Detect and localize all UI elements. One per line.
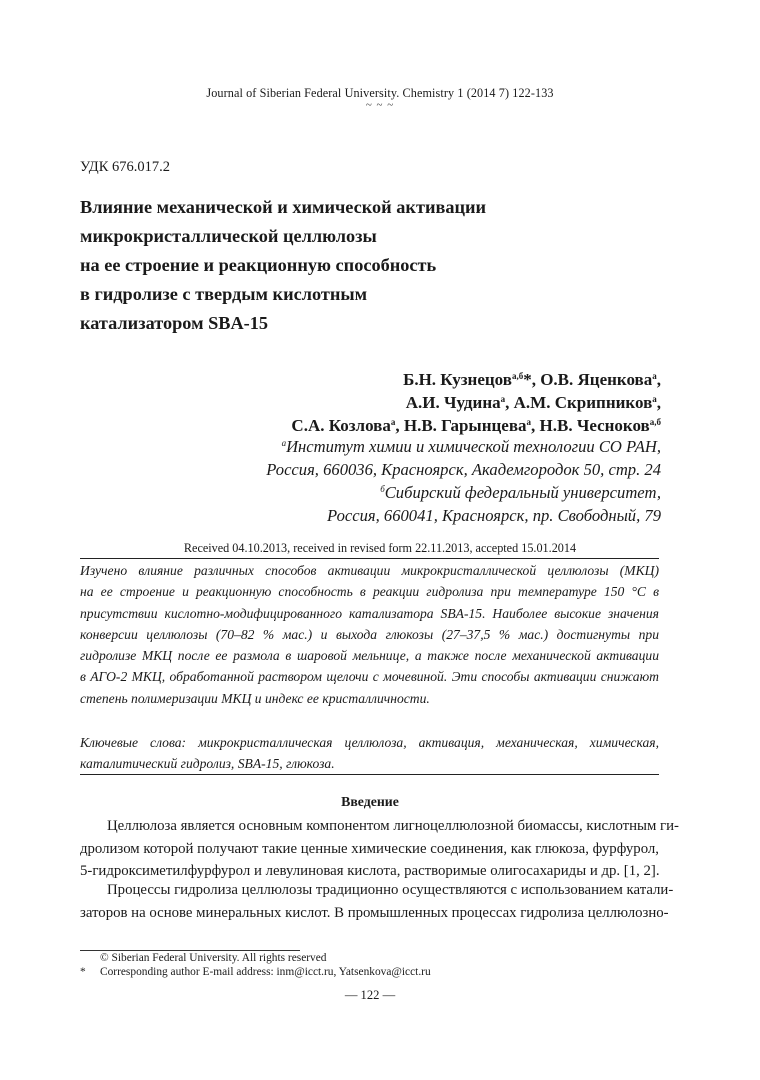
- abstract-line: степень полимеризации МКЦ и индекс ее кристалличности.: [80, 690, 430, 706]
- abstract-line: присутствии кислотно-модифицированного катализатора SBA-15. Наиболее высокие значения: [80, 605, 659, 621]
- paragraph-line: Целлюлоза является основным компонентом лигноцеллюлозной биомассы, кислотным ги-: [107, 818, 679, 834]
- abstract-top-rule: [80, 558, 659, 559]
- keywords-line: Ключевые слова: микрокристаллическая целлюлоза, активация, механическая, химическая,: [80, 735, 659, 750]
- author-list: [291, 368, 661, 437]
- affiliation-mark: а: [281, 438, 287, 448]
- author-name: , О.В. Яценкова: [531, 370, 653, 389]
- title-line: Влияние механической и химической активации: [80, 197, 487, 217]
- abstract-line: в АГО-2 МКЦ, обработанной раствором щелочи с мочевиной. Эти способы активации снижают: [80, 669, 659, 685]
- paragraph-line: 5-гидроксиметилфурфурол и левулиновая кислота, растворимые олигосахариды и др. [1, 2].: [80, 863, 660, 880]
- author-affil-sup: а: [526, 417, 532, 427]
- author-line: Б.Н. Кузнецов$^{а,б}$*, О.В. Яценкова$^а$,: [403, 370, 661, 389]
- section-title: Введение: [341, 794, 399, 809]
- affiliation-text: Институт химии и химической технологии СО РАН,: [286, 437, 661, 456]
- paragraph-line: дролизом которой получают такие ценные химические соединения, как глюкоза, фурфурол,: [80, 840, 659, 857]
- paragraph-1: [80, 815, 679, 883]
- author-affil-sup: а: [652, 394, 657, 404]
- title-line: катализатором SBA-15: [80, 313, 269, 333]
- affiliations: [266, 435, 661, 527]
- footnote-star: *: [80, 966, 86, 978]
- abstract-line: Изучено влияние различных способов активации микрокристаллической целлюлозы (МКЦ): [80, 563, 659, 578]
- title-line: микрокристаллической целлюлозы: [80, 226, 377, 246]
- author-name: , Н.В. Чесноков: [531, 416, 650, 435]
- title-line: на ее строение и реакционную способность: [80, 255, 437, 275]
- abstract-bottom-rule: [80, 774, 659, 775]
- author-name: С.А. Козлова: [291, 416, 391, 435]
- affiliation-text: Сибирский федеральный университет,: [384, 483, 661, 502]
- journal-header: Journal of Siberian Federal University. Chemistry 1 (2014 7) 122-133: [206, 86, 554, 100]
- author-name: , А.М. Скрипников: [505, 393, 653, 412]
- abstract: [80, 560, 659, 709]
- footnote-rule: [80, 950, 300, 951]
- affiliation-line: [266, 435, 661, 458]
- abstract-line: на ее строение и реакционную способность в реакции гидролиза при температуре 150 °С в: [80, 584, 659, 600]
- affiliation-mark: б: [380, 484, 385, 494]
- corresponding-text: Corresponding author E-mail address: inm@icct.ru, Yatsenkova@icct.ru: [100, 966, 431, 978]
- title-line: в гидролизе с твердым кислотным: [80, 284, 368, 304]
- paragraph-line: заторов на основе минеральных кислот. В промышленных процессах гидролиза целлюлозно-: [80, 904, 669, 921]
- author-line: [291, 414, 661, 437]
- author-name: , Н.В. Гарынцева: [395, 416, 527, 435]
- author-affil-sup: а: [500, 394, 506, 404]
- article-title: [80, 193, 660, 338]
- author-name: Б.Н. Кузнецов: [403, 370, 512, 389]
- affiliation-line: Россия, 660036, Красноярск, Академгородок 50, стр. 24: [266, 460, 661, 479]
- paragraph-2: [80, 879, 674, 924]
- author-affil-sup: а,б: [649, 417, 661, 427]
- paragraph-line: Процессы гидролиза целлюлозы традиционно осуществляются с использованием катали-: [107, 882, 674, 898]
- affiliation-line: [266, 481, 661, 504]
- author-affil-sup: а: [390, 417, 396, 427]
- header-separator: ~ ~ ~: [365, 99, 395, 111]
- affiliation-line: Россия, 660041, Красноярск, пр. Свободный, 79: [327, 506, 661, 525]
- author-affil-sup: а: [652, 371, 657, 381]
- keywords: [80, 732, 659, 775]
- author-line: А.И. Чудина$^а$, А.М. Скрипников$^а$,: [405, 393, 661, 412]
- author-affil-sup: а,б: [511, 371, 524, 381]
- copyright-text: © Siberian Federal University. All rights reserved: [100, 952, 327, 964]
- author-name: А.И. Чудина: [405, 393, 501, 412]
- udk-code: УДК 676.017.2: [80, 159, 170, 175]
- corresponding-star: *: [523, 370, 532, 389]
- page-number: — 122 —: [344, 988, 396, 1002]
- keywords-line: каталитический гидролиз, SBA-15, глюкоза.: [80, 756, 335, 772]
- abstract-line: гидролизе МКЦ после ее размола в шаровой мельнице, а также после механической активации: [80, 648, 659, 664]
- received-dates: Received 04.10.2013, received in revised form 22.11.2013, accepted 15.01.2014: [183, 541, 577, 555]
- abstract-line: конверсии целлюлозы (70–82 % мас.) и выхода глюкозы (27–37,5 % мас.) достигнуты при: [80, 626, 659, 642]
